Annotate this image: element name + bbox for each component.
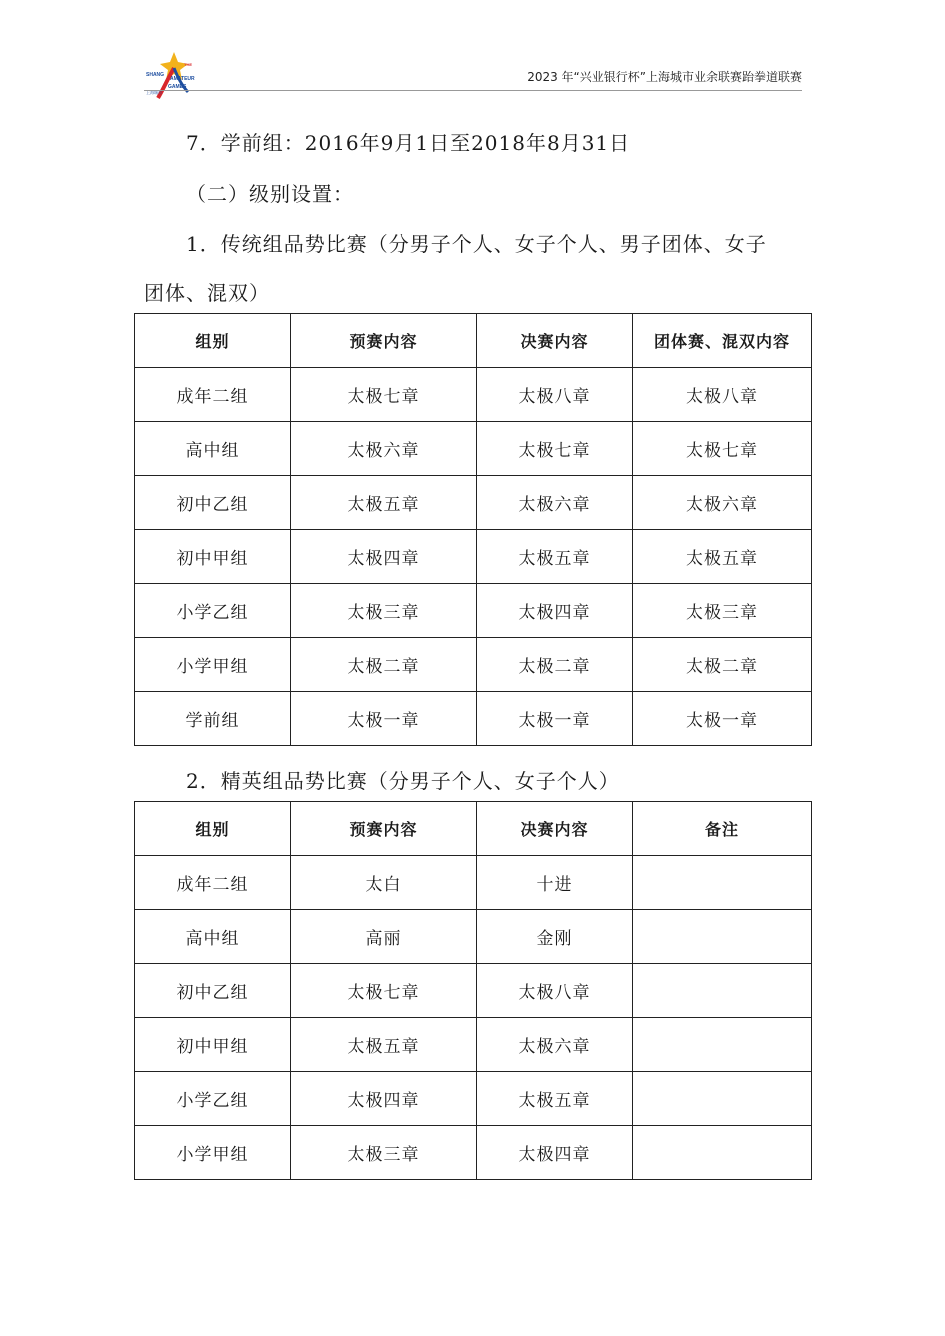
table-cell: 太极七章 — [291, 368, 477, 422]
table-cell: 太极三章 — [291, 584, 477, 638]
logo-text-2: AMATEUR — [170, 76, 195, 82]
table-cell — [633, 856, 812, 910]
table-cell: 太极七章 — [477, 422, 633, 476]
table-header-row — [135, 802, 812, 856]
logo-text-1: THE — [184, 62, 192, 67]
table-cell: 初中甲组 — [135, 1018, 291, 1072]
table-cell: 太极二章 — [477, 638, 633, 692]
table-cell: 初中乙组 — [135, 964, 291, 1018]
table-cell: 太极七章 — [633, 422, 812, 476]
table-cell: 高中组 — [135, 422, 291, 476]
table-row — [135, 692, 812, 746]
table-cell: 小学乙组 — [135, 584, 291, 638]
table-header-row — [135, 314, 812, 368]
table-cell — [633, 1126, 812, 1180]
table-cell: 初中乙组 — [135, 476, 291, 530]
header-cell: 决赛内容 — [477, 314, 633, 368]
table-cell: 太极六章 — [291, 422, 477, 476]
table-cell: 太极一章 — [477, 692, 633, 746]
item-1-line2: 团体、混双） — [144, 281, 270, 305]
table-row — [135, 856, 812, 910]
table-row — [135, 964, 812, 1018]
table-row — [135, 910, 812, 964]
table-cell: 成年二组 — [135, 368, 291, 422]
table-row — [135, 476, 812, 530]
table-cell: 太极六章 — [633, 476, 812, 530]
age-item-7: 7．学前组：2016年9月1日至2018年8月31日 — [186, 131, 631, 155]
table-cell: 小学乙组 — [135, 1072, 291, 1126]
table-cell: 小学甲组 — [135, 638, 291, 692]
item-1-line1: 1．传统组品势比赛（分男子个人、女子个人、男子团体、女子 — [186, 232, 767, 256]
elite-poomsae-table — [134, 801, 812, 1180]
table-cell: 太极四章 — [291, 1072, 477, 1126]
table-cell: 太极一章 — [291, 692, 477, 746]
table-cell: 成年二组 — [135, 856, 291, 910]
table-cell: 金刚 — [477, 910, 633, 964]
table-cell: 太极五章 — [477, 530, 633, 584]
table-cell: 学前组 — [135, 692, 291, 746]
table-cell: 太极五章 — [633, 530, 812, 584]
table-cell — [633, 910, 812, 964]
header-cell: 预赛内容 — [291, 802, 477, 856]
table-cell: 太极五章 — [291, 1018, 477, 1072]
logo-text-4: 上海城市 — [146, 90, 162, 95]
table-cell: 太极三章 — [633, 584, 812, 638]
table-cell: 太极四章 — [477, 584, 633, 638]
table-cell: 高中组 — [135, 910, 291, 964]
table-cell: 太极五章 — [291, 476, 477, 530]
table-cell: 高丽 — [291, 910, 477, 964]
table-cell: 太极五章 — [477, 1072, 633, 1126]
table-cell: 太极六章 — [477, 476, 633, 530]
table-cell: 太极二章 — [633, 638, 812, 692]
table-row — [135, 530, 812, 584]
table-cell: 太白 — [291, 856, 477, 910]
table-cell: 初中甲组 — [135, 530, 291, 584]
table-cell: 小学甲组 — [135, 1126, 291, 1180]
table-cell: 太极七章 — [291, 964, 477, 1018]
table-row — [135, 368, 812, 422]
header-cell: 组别 — [135, 802, 291, 856]
table-cell: 太极四章 — [477, 1126, 633, 1180]
table-row — [135, 1018, 812, 1072]
table-row — [135, 638, 812, 692]
table-cell: 太极四章 — [291, 530, 477, 584]
header-cell: 决赛内容 — [477, 802, 633, 856]
header-cell: 预赛内容 — [291, 314, 477, 368]
table-cell — [633, 964, 812, 1018]
table-cell: 太极一章 — [633, 692, 812, 746]
shanghai-amateur-games-logo-icon — [144, 48, 200, 102]
traditional-poomsae-table — [134, 313, 812, 746]
table-cell: 太极八章 — [477, 964, 633, 1018]
table-row — [135, 584, 812, 638]
table-cell: 十进 — [477, 856, 633, 910]
header-cell: 团体赛、混双内容 — [633, 314, 812, 368]
table-row — [135, 1072, 812, 1126]
table-cell — [633, 1018, 812, 1072]
header-cell: 备注 — [633, 802, 812, 856]
logo-text-0: SHANG — [146, 72, 165, 78]
table-row — [135, 1126, 812, 1180]
section-two-heading: （二）级别设置： — [186, 182, 354, 206]
header-cell: 组别 — [135, 314, 291, 368]
table-row — [135, 422, 812, 476]
table-cell: 太极六章 — [477, 1018, 633, 1072]
header-divider — [144, 90, 802, 91]
table-cell: 太极八章 — [477, 368, 633, 422]
table-cell: 太极八章 — [633, 368, 812, 422]
logo-text-3: GAMES — [168, 84, 187, 90]
header-title: 2023 年“兴业银行杯”上海城市业余联赛跆拳道联赛 — [527, 70, 802, 84]
table-cell: 太极三章 — [291, 1126, 477, 1180]
table-cell — [633, 1072, 812, 1126]
table-cell: 太极二章 — [291, 638, 477, 692]
item-2: 2．精英组品势比赛（分男子个人、女子个人） — [186, 769, 620, 793]
